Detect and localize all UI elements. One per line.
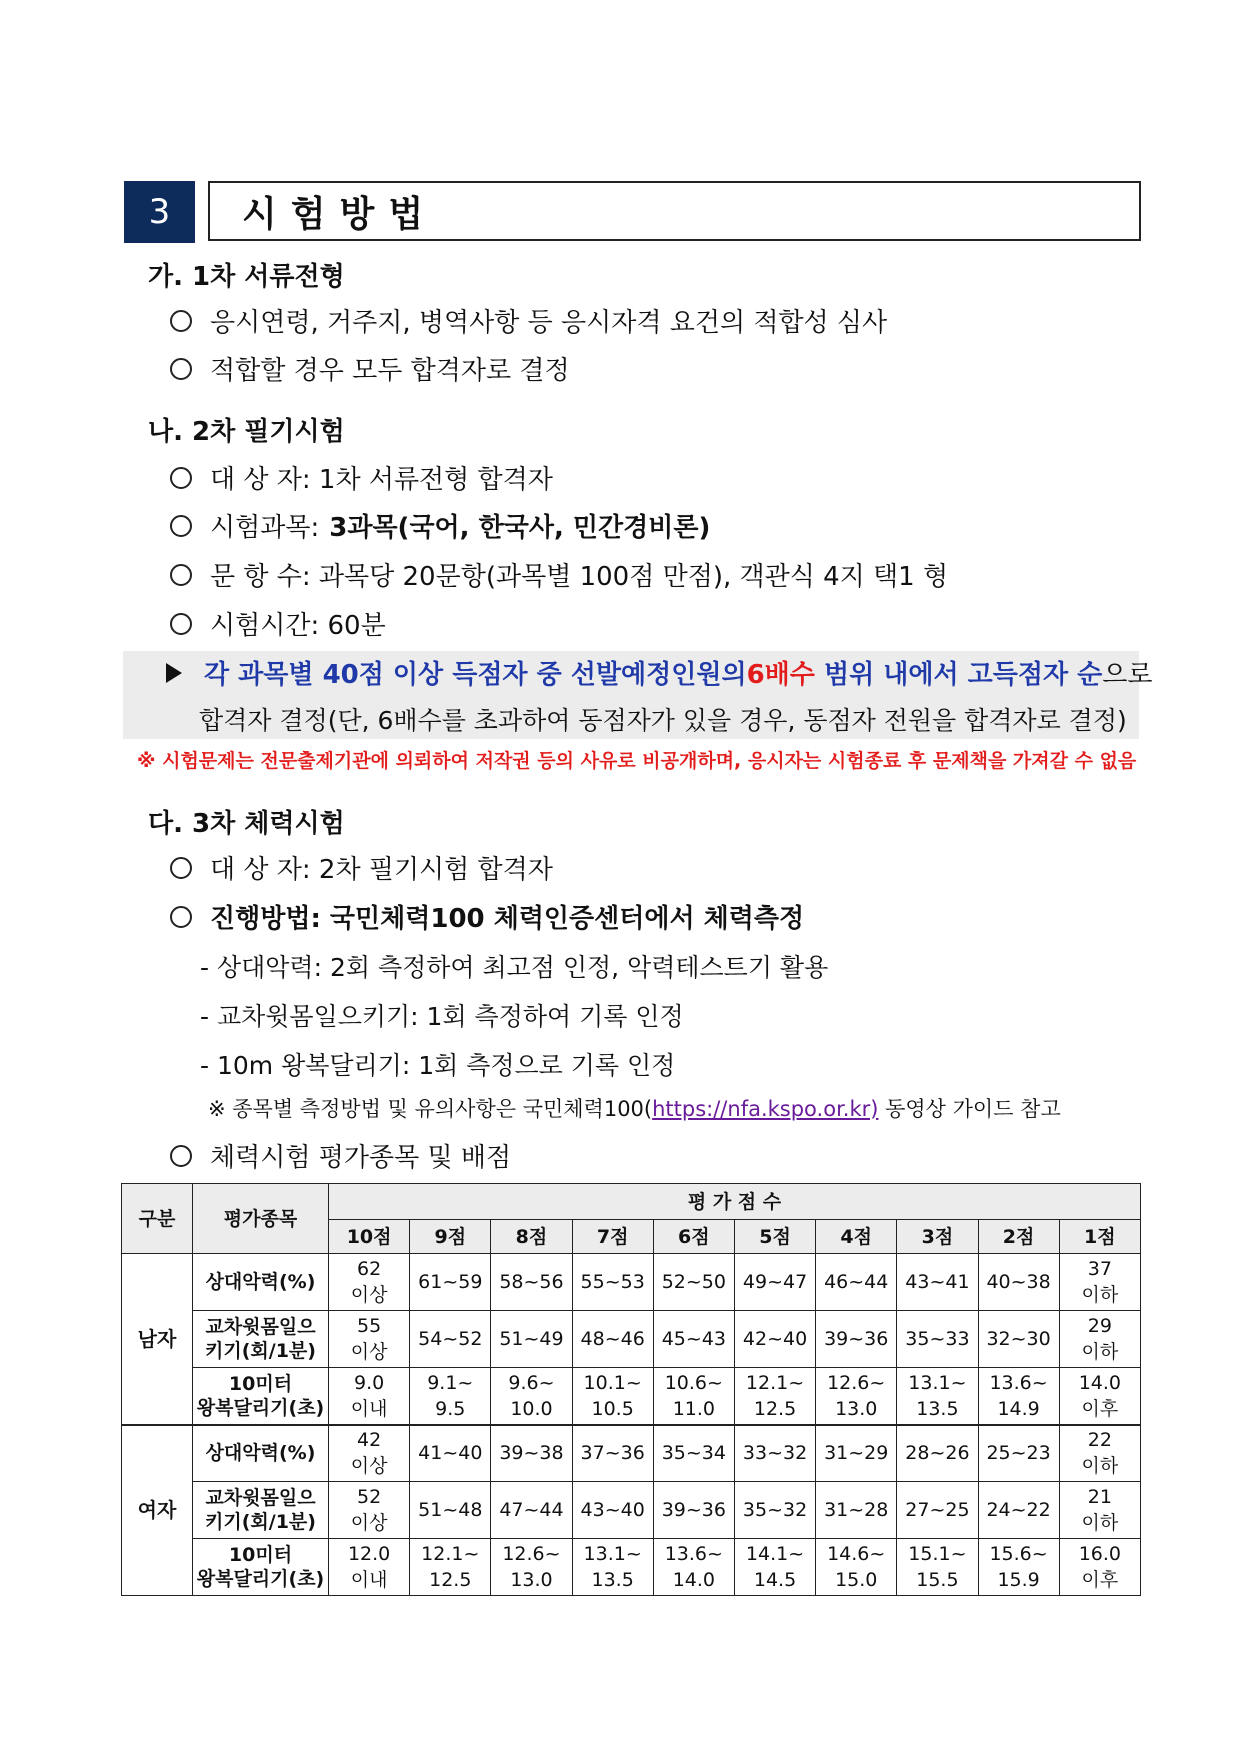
- criteria-multiplier: 6배수: [746, 660, 815, 690]
- section-c-method: [170, 898, 804, 935]
- cell-line: 31~29: [824, 1442, 889, 1465]
- score-table-body: [122, 1254, 1141, 1596]
- score-cell: [734, 1425, 815, 1482]
- criteria-part-1: 각 과목별 40점 이상 득점자 중 선발예정인원의: [204, 660, 747, 690]
- cell-line: 12.6~: [502, 1543, 561, 1565]
- score-cell: [897, 1482, 978, 1539]
- cell-line: 31~28: [824, 1499, 889, 1521]
- table-row: [122, 1539, 1141, 1596]
- score-cell: [329, 1482, 410, 1539]
- score-cell: [653, 1254, 734, 1311]
- cell-line: 교차윗몸일으: [205, 1487, 316, 1509]
- circle-bullet-icon: [170, 857, 192, 879]
- section-title: 시험방법: [208, 181, 1141, 241]
- cell-line: 이후: [1081, 1569, 1119, 1591]
- cell-line: 22: [1087, 1429, 1112, 1452]
- cell-line: 13.1~: [908, 1371, 967, 1394]
- circle-bullet-icon: [170, 467, 192, 489]
- cell-line: 35~32: [742, 1499, 808, 1521]
- cell-line: 33~32: [742, 1442, 808, 1465]
- cell-line: 51~49: [499, 1328, 564, 1350]
- circle-bullet-icon: [170, 613, 192, 635]
- score-cell: [816, 1482, 897, 1539]
- cell-line: 15.9: [997, 1569, 1040, 1591]
- score-cell: [572, 1368, 653, 1425]
- cell-line: 13.5: [916, 1397, 959, 1420]
- cell-line: 29: [1087, 1315, 1112, 1337]
- item-text: 적합할 경우 모두 합격자로 결정: [210, 356, 570, 386]
- table-row: [122, 1311, 1141, 1368]
- score-cell: [491, 1254, 572, 1311]
- header-group: 구분: [122, 1184, 193, 1254]
- cell-line: 35~34: [661, 1442, 726, 1465]
- cell-line: 10미터: [228, 1372, 293, 1395]
- cell-line: 25~23: [986, 1442, 1051, 1465]
- cell-line: 이상: [350, 1512, 388, 1534]
- cell-line: 54~52: [418, 1328, 483, 1350]
- cell-line: 15.0: [835, 1569, 878, 1591]
- cell-line: 12.6~: [827, 1371, 886, 1394]
- cell-line: 14.9: [997, 1397, 1040, 1420]
- cell-line: 13.1~: [583, 1543, 642, 1565]
- score-header-cell: 3점: [897, 1220, 978, 1254]
- cell-line: 9.1~: [427, 1371, 474, 1394]
- cell-line: 48~46: [580, 1328, 645, 1350]
- score-cell: [1059, 1311, 1140, 1368]
- section-a-title: 가. 1차 서류전형: [148, 262, 345, 292]
- item-text: 시험시간: 60분: [210, 611, 386, 641]
- table-row: [122, 1482, 1141, 1539]
- cell-line: 35~33: [905, 1328, 970, 1350]
- section-a-item-1: [170, 302, 887, 339]
- section-b-target: [170, 459, 553, 496]
- cell-line: 이하: [1081, 1284, 1119, 1306]
- item-text: 대 상 자: 2차 필기시험 합격자: [210, 855, 553, 885]
- section-b-subjects: [170, 507, 710, 544]
- criteria-part-4: 으로: [1102, 660, 1153, 690]
- header-score: 평 가 점 수: [329, 1184, 1141, 1220]
- cell-line: 9.5: [435, 1397, 466, 1420]
- cell-line: 14.5: [753, 1569, 797, 1591]
- cell-line: 14.0: [1078, 1371, 1121, 1394]
- score-cell: [816, 1425, 897, 1482]
- circle-bullet-icon: [170, 310, 192, 332]
- cell-line: 왕복달리기(초): [196, 1396, 325, 1419]
- cell-line: 15.1~: [908, 1543, 967, 1565]
- cell-line: 키기(회/1분): [205, 1511, 316, 1533]
- score-cell: [1059, 1482, 1140, 1539]
- score-cell: [410, 1311, 491, 1368]
- cell-line: 28~26: [905, 1442, 970, 1465]
- score-cell: [978, 1425, 1059, 1482]
- item-text: 진행방법: 국민체력100 체력인증센터에서 체력측정: [210, 904, 805, 934]
- cell-line: 43~41: [905, 1271, 970, 1293]
- cell-line: 이하: [1081, 1341, 1119, 1363]
- score-cell: [491, 1482, 572, 1539]
- score-cell: [734, 1311, 815, 1368]
- cell-line: 10.6~: [664, 1371, 723, 1394]
- cell-line: 47~44: [499, 1499, 564, 1521]
- cell-line: 41~40: [418, 1442, 483, 1465]
- section-b-time: [170, 605, 386, 642]
- score-cell: [653, 1539, 734, 1596]
- cell-line: 14.1~: [745, 1543, 805, 1565]
- table-row: [122, 1425, 1141, 1482]
- cell-line: 12.1~: [421, 1543, 480, 1565]
- score-cell: [329, 1368, 410, 1425]
- section-c-table-label: [170, 1137, 511, 1174]
- section-c-sub-3: - 10m 왕복달리기: 1회 측정으로 기록 인정: [200, 1051, 676, 1080]
- cell-line: 교차윗몸일으: [205, 1316, 316, 1338]
- score-cell: [410, 1425, 491, 1482]
- score-cell: [734, 1482, 815, 1539]
- score-cell: [897, 1425, 978, 1482]
- cell-line: 10.5: [591, 1397, 634, 1420]
- score-cell: [491, 1425, 572, 1482]
- cell-line: 55~53: [580, 1271, 645, 1293]
- event-cell: [193, 1425, 329, 1482]
- cell-line: 상대악력(%): [205, 1442, 316, 1465]
- score-header-cell: 7점: [572, 1220, 653, 1254]
- event-cell: [193, 1368, 329, 1425]
- cell-line: 42~40: [742, 1328, 808, 1350]
- score-cell: [1059, 1425, 1140, 1482]
- score-cell: [653, 1482, 734, 1539]
- cell-line: 39~38: [499, 1442, 564, 1465]
- circle-bullet-icon: [170, 358, 192, 380]
- circle-bullet-icon: [170, 515, 192, 537]
- score-cell: [410, 1539, 491, 1596]
- score-cell: [734, 1539, 815, 1596]
- circle-bullet-icon: [170, 906, 192, 928]
- score-cell: [978, 1539, 1059, 1596]
- cell-line: 37~36: [580, 1442, 645, 1465]
- cell-line: 24~22: [986, 1499, 1051, 1521]
- cell-line: 13.0: [835, 1397, 878, 1420]
- score-cell: [329, 1311, 410, 1368]
- score-cell: [572, 1311, 653, 1368]
- cell-line: 15.6~: [989, 1543, 1048, 1565]
- cell-line: 이상: [350, 1455, 388, 1478]
- score-cell: [897, 1311, 978, 1368]
- score-header-cell: 5점: [734, 1220, 815, 1254]
- criteria-line-2: 합격자 결정(단, 6배수를 초과하여 동점자가 있을 경우, 동점자 전원을 합격자로 결정): [199, 706, 1127, 735]
- score-cell: [410, 1482, 491, 1539]
- score-cell: [410, 1368, 491, 1425]
- note-prefix: ※ 종목별 측정방법 및 유의사항은 국민체력100(: [208, 1097, 653, 1121]
- score-cell: [653, 1368, 734, 1425]
- cell-line: 58~56: [499, 1271, 564, 1293]
- cell-line: 39~36: [824, 1328, 889, 1350]
- item-text: 대 상 자: 1차 서류전형 합격자: [210, 465, 553, 495]
- score-header-cell: 2점: [978, 1220, 1059, 1254]
- cell-line: 32~30: [986, 1328, 1051, 1350]
- score-cell: [329, 1425, 410, 1482]
- score-cell: [572, 1254, 653, 1311]
- score-cell: [978, 1368, 1059, 1425]
- measurement-guide-note: [208, 1093, 1061, 1123]
- warning-note: ※ 시험문제는 전문출제기관에 의뢰하여 저작권 등의 사유로 비공개하며, 응시자는 시험종료 후 문제책을 가져갈 수 없음: [137, 750, 1137, 772]
- cell-line: 10.0: [510, 1397, 553, 1420]
- subjects-label: 시험과목:: [210, 513, 320, 543]
- item-text: 문 항 수: 과목당 20문항(과목별 100점 만점), 객관식 4지 택1 형: [210, 562, 949, 592]
- item-text: 체력시험 평가종목 및 배점: [210, 1143, 512, 1173]
- score-header-cell: 10점: [329, 1220, 410, 1254]
- section-c-title: 다. 3차 체력시험: [148, 809, 345, 839]
- cell-line: 14.0: [672, 1569, 715, 1591]
- score-cell: [491, 1539, 572, 1596]
- score-cell: [572, 1425, 653, 1482]
- cell-line: 11.0: [672, 1397, 715, 1420]
- cell-line: 이하: [1081, 1512, 1119, 1534]
- cell-line: 13.6~: [664, 1543, 723, 1565]
- cell-line: 55: [357, 1315, 382, 1337]
- cell-line: 이내: [350, 1569, 388, 1591]
- cell-line: 이상: [350, 1284, 388, 1306]
- score-cell: [816, 1311, 897, 1368]
- score-cell: [572, 1539, 653, 1596]
- event-cell: [193, 1482, 329, 1539]
- nfa-link[interactable]: https://nfa.kspo.or.kr): [652, 1097, 879, 1121]
- cell-line: 21: [1087, 1486, 1112, 1508]
- cell-line: 9.0: [353, 1371, 385, 1394]
- score-cell: [734, 1368, 815, 1425]
- cell-line: 40~38: [986, 1271, 1051, 1293]
- score-cell: [816, 1254, 897, 1311]
- triangle-bullet-icon: [166, 663, 182, 683]
- cell-line: 42: [357, 1429, 382, 1452]
- table-row: [122, 1254, 1141, 1311]
- event-cell: [193, 1254, 329, 1311]
- fitness-score-table: [121, 1183, 1141, 1596]
- cell-line: 13.6~: [989, 1371, 1048, 1394]
- event-cell: [193, 1311, 329, 1368]
- score-cell: [329, 1539, 410, 1596]
- subjects-value: 3과목(국어, 한국사, 민간경비론): [329, 513, 711, 543]
- cell-line: 12.5: [753, 1397, 797, 1420]
- score-cell: [816, 1539, 897, 1596]
- score-header-cell: 4점: [816, 1220, 897, 1254]
- cell-line: 46~44: [824, 1271, 889, 1293]
- cell-line: 52: [357, 1486, 382, 1508]
- cell-line: 43~40: [580, 1499, 645, 1521]
- score-cell: [572, 1482, 653, 1539]
- score-header-cell: 8점: [491, 1220, 572, 1254]
- cell-line: 12.5: [429, 1569, 472, 1591]
- item-text: 응시연령, 거주지, 병역사항 등 응시자격 요건의 적합성 심사: [210, 308, 888, 338]
- cell-line: 이후: [1081, 1397, 1119, 1420]
- cell-line: 51~48: [418, 1499, 483, 1521]
- cell-line: 10미터: [228, 1544, 293, 1566]
- score-cell: [816, 1368, 897, 1425]
- score-cell: [653, 1311, 734, 1368]
- score-cell: [1059, 1368, 1140, 1425]
- section-a-item-2: [170, 350, 570, 387]
- cell-line: 61~59: [418, 1271, 483, 1293]
- cell-line: 이내: [350, 1397, 388, 1420]
- cell-line: 15.5: [916, 1569, 959, 1591]
- cell-line: 39~36: [661, 1499, 726, 1521]
- note-suffix: 동영상 가이드 참고: [878, 1097, 1061, 1121]
- circle-bullet-icon: [170, 564, 192, 586]
- cell-line: 49~47: [742, 1271, 808, 1293]
- cell-line: 이상: [350, 1341, 388, 1363]
- section-b-title: 나. 2차 필기시험: [148, 417, 345, 447]
- score-header-cell: 9점: [410, 1220, 491, 1254]
- cell-line: 13.5: [591, 1569, 634, 1591]
- cell-line: 12.1~: [745, 1371, 805, 1394]
- section-number-badge: 3: [124, 181, 195, 243]
- cell-line: 52~50: [661, 1271, 726, 1293]
- score-cell: [897, 1254, 978, 1311]
- criteria-line-1: [166, 654, 1153, 691]
- cell-line: 62: [357, 1258, 382, 1280]
- event-cell: [193, 1539, 329, 1596]
- score-cell: [1059, 1254, 1140, 1311]
- cell-line: 45~43: [661, 1328, 726, 1350]
- criteria-part-3: 범위 내에서 고득점자 순: [814, 660, 1103, 690]
- section-c-sub-2: - 교차윗몸일으키기: 1회 측정하여 기록 인정: [200, 1002, 684, 1031]
- header-event: 평가종목: [193, 1184, 329, 1254]
- score-cell: [897, 1539, 978, 1596]
- score-header-cell: 6점: [653, 1220, 734, 1254]
- section-b-questions: [170, 556, 948, 593]
- cell-line: 이하: [1081, 1455, 1119, 1478]
- circle-bullet-icon: [170, 1145, 192, 1167]
- score-header-cell: 1점: [1059, 1220, 1140, 1254]
- score-cell: [329, 1254, 410, 1311]
- score-cell: [978, 1482, 1059, 1539]
- table-row: [122, 1368, 1141, 1425]
- cell-line: 27~25: [905, 1499, 970, 1521]
- cell-line: 왕복달리기(초): [196, 1568, 325, 1590]
- score-cell: [897, 1368, 978, 1425]
- cell-line: 37: [1087, 1258, 1112, 1280]
- section-c-target: [170, 849, 553, 886]
- cell-line: 상대악력(%): [205, 1271, 316, 1293]
- group-cell: 남자: [122, 1254, 193, 1425]
- score-cell: [978, 1311, 1059, 1368]
- score-cell: [734, 1254, 815, 1311]
- section-c-sub-1: - 상대악력: 2회 측정하여 최고점 인정, 악력테스트기 활용: [200, 953, 829, 982]
- cell-line: 14.6~: [827, 1543, 886, 1565]
- cell-line: 9.6~: [508, 1371, 555, 1394]
- score-cell: [1059, 1539, 1140, 1596]
- cell-line: 12.0: [347, 1543, 391, 1565]
- cell-line: 키기(회/1분): [205, 1340, 316, 1362]
- group-cell: 여자: [122, 1425, 193, 1596]
- score-cell: [653, 1425, 734, 1482]
- cell-line: 16.0: [1078, 1543, 1121, 1565]
- score-cell: [978, 1254, 1059, 1311]
- cell-line: 10.1~: [583, 1371, 642, 1394]
- score-cell: [491, 1311, 572, 1368]
- score-cell: [410, 1254, 491, 1311]
- score-cell: [491, 1368, 572, 1425]
- cell-line: 13.0: [510, 1569, 553, 1591]
